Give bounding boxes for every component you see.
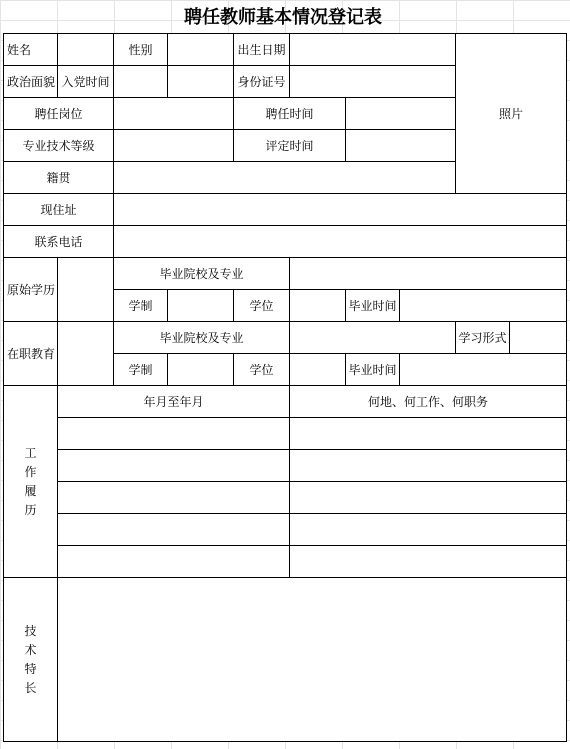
skills-input-cell[interactable]: [58, 578, 567, 742]
tech-level-input-cell[interactable]: [114, 130, 234, 162]
phone-input-cell[interactable]: [114, 226, 567, 258]
work-detail-input-cell[interactable]: [290, 482, 567, 514]
table-row: [4, 514, 567, 546]
work-period-input-cell[interactable]: [58, 450, 290, 482]
row-name: [4, 34, 567, 66]
appoint-date-input-cell[interactable]: [346, 98, 456, 130]
native-place-label: 籍贯: [4, 162, 114, 194]
table-row: [4, 482, 567, 514]
skills-label-char: 技: [24, 623, 37, 638]
work-detail-input-cell[interactable]: [290, 546, 567, 578]
study-form-label: 学习形式: [456, 322, 510, 354]
inservice-edu-label: 在职教育: [4, 322, 58, 386]
photo-cell[interactable]: 照片: [456, 34, 567, 194]
id-number-input-cell[interactable]: [290, 66, 456, 98]
work-period-input-cell[interactable]: [58, 418, 290, 450]
phone-label: 联系电话: [4, 226, 114, 258]
name-input-cell[interactable]: [58, 34, 114, 66]
work-period-input-cell[interactable]: [58, 482, 290, 514]
original-grad-date-input-cell[interactable]: [400, 290, 567, 322]
original-school-major-label: 毕业院校及专业: [114, 258, 290, 290]
appoint-date-label: 聘任时间: [234, 98, 346, 130]
post-label: 聘任岗位: [4, 98, 114, 130]
inservice-school-major-label: 毕业院校及专业: [114, 322, 290, 354]
registration-form-table: [3, 33, 567, 742]
work-label-char: 作: [24, 464, 37, 479]
original-degree-input-cell[interactable]: [290, 290, 346, 322]
work-detail-input-cell[interactable]: [290, 450, 567, 482]
skills-label: [4, 578, 58, 742]
work-history-label: [4, 386, 58, 578]
original-edu-blank-cell[interactable]: [58, 258, 114, 322]
inservice-school-major-input-cell[interactable]: [290, 322, 456, 354]
inservice-degree-label: 学位: [234, 354, 290, 386]
evaluate-date-input-cell[interactable]: [346, 130, 456, 162]
work-detail-input-cell[interactable]: [290, 418, 567, 450]
tech-level-label: 专业技术等级: [4, 130, 114, 162]
birth-date-label: 出生日期: [234, 34, 290, 66]
work-period-input-cell[interactable]: [58, 514, 290, 546]
work-detail-header: 何地、何工作、何职务: [290, 386, 567, 418]
inservice-degree-input-cell[interactable]: [290, 354, 346, 386]
work-period-header: 年月至年月: [58, 386, 290, 418]
address-label: 现住址: [4, 194, 114, 226]
political-status-label: 政治面貌: [4, 66, 58, 98]
work-label-char: 履: [24, 483, 37, 498]
gender-label: 性别: [114, 34, 168, 66]
evaluate-date-label: 评定时间: [234, 130, 346, 162]
inservice-duration-label: 学制: [114, 354, 168, 386]
inservice-grad-date-input-cell[interactable]: [400, 354, 567, 386]
gender-input-cell[interactable]: [168, 34, 234, 66]
study-form-input-cell[interactable]: [510, 322, 567, 354]
table-row: [4, 546, 567, 578]
work-detail-input-cell[interactable]: [290, 514, 567, 546]
inservice-edu-blank-cell[interactable]: [58, 322, 114, 386]
original-school-major-input-cell[interactable]: [290, 258, 567, 290]
table-row: [4, 418, 567, 450]
row-phone: [4, 226, 567, 258]
name-label: 姓名: [4, 34, 58, 66]
work-label-char: 工: [24, 445, 37, 460]
form-title: 聘任教师基本情况登记表: [184, 7, 382, 28]
party-join-date-input-cell[interactable]: [168, 66, 234, 98]
original-duration-input-cell[interactable]: [168, 290, 234, 322]
original-degree-label: 学位: [234, 290, 290, 322]
work-label-char: 历: [24, 502, 37, 517]
skills-label-char: 特: [24, 661, 37, 676]
address-input-cell[interactable]: [114, 194, 567, 226]
party-join-date-label: 入党时间: [58, 66, 114, 98]
table-row: [4, 450, 567, 482]
inservice-grad-date-label: 毕业时间: [346, 354, 400, 386]
political-status-input-cell[interactable]: [114, 66, 168, 98]
row-address: [4, 194, 567, 226]
row-skills: [4, 578, 567, 742]
inservice-duration-input-cell[interactable]: [168, 354, 234, 386]
row-work-header: [4, 386, 567, 418]
skills-label-char: 术: [24, 642, 37, 657]
work-period-input-cell[interactable]: [58, 546, 290, 578]
original-edu-label: 原始学历: [4, 258, 58, 322]
id-number-label: 身份证号: [234, 66, 290, 98]
original-grad-date-label: 毕业时间: [346, 290, 400, 322]
original-duration-label: 学制: [114, 290, 168, 322]
birth-date-input-cell[interactable]: [290, 34, 456, 66]
skills-label-char: 长: [24, 680, 37, 695]
native-place-input-cell[interactable]: [114, 162, 456, 194]
row-inservice-edu-school: [4, 322, 567, 354]
post-input-cell[interactable]: [114, 98, 234, 130]
row-original-edu-school: [4, 258, 567, 290]
